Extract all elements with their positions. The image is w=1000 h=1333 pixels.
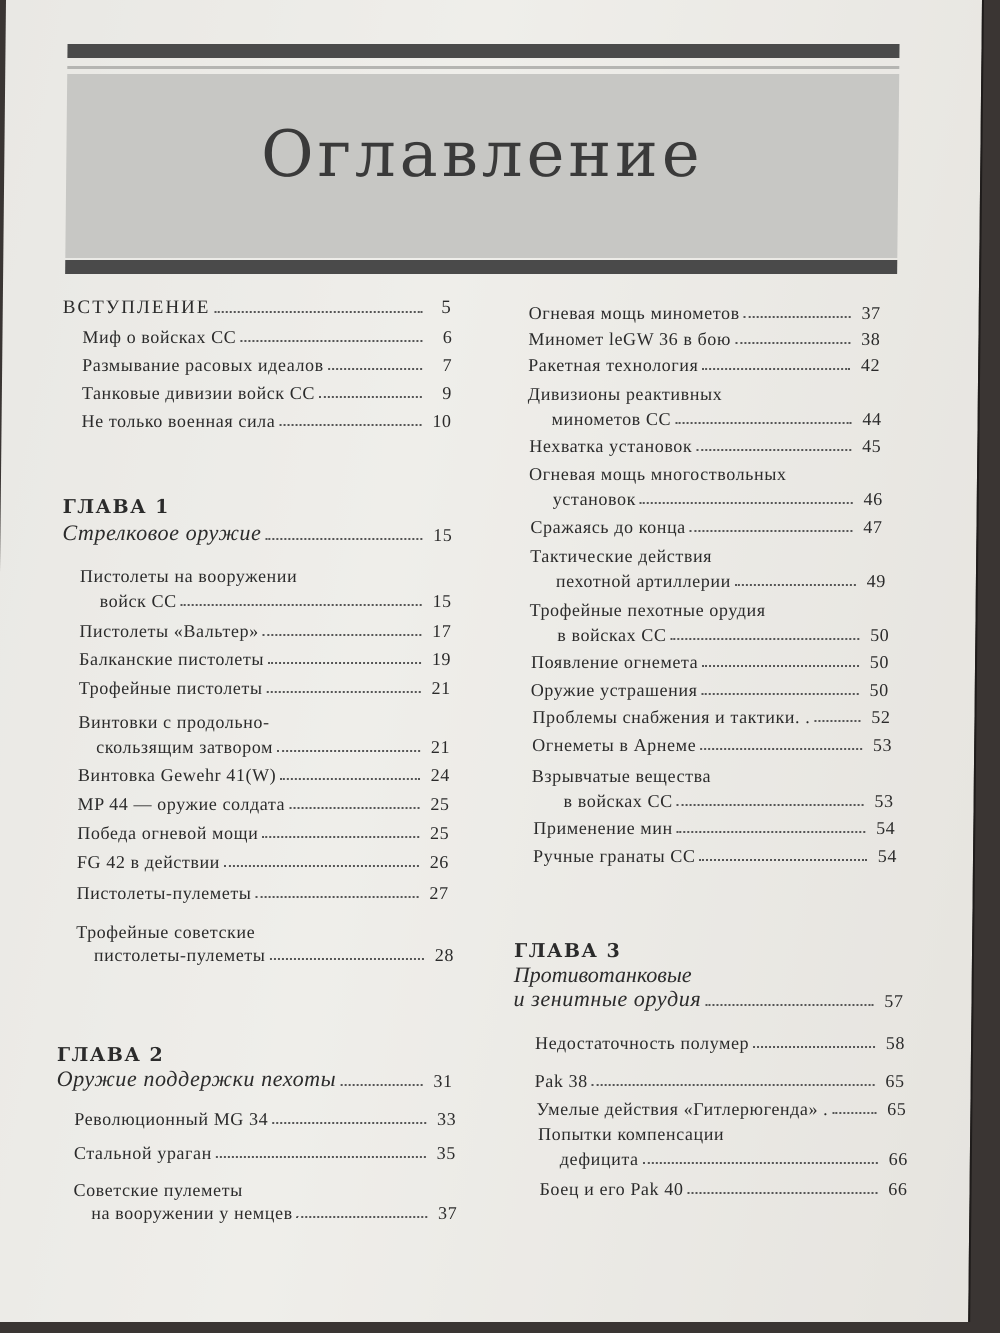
entry-text: Пистолеты-пулеметы bbox=[76, 883, 252, 903]
entry-text: Трофейные пистолеты bbox=[78, 678, 263, 698]
dot-leader bbox=[640, 502, 853, 504]
entry-page: 38 bbox=[861, 329, 881, 349]
entry-page: 27 bbox=[429, 883, 449, 903]
entry-page: 28 bbox=[434, 945, 455, 965]
dot-leader bbox=[701, 693, 858, 695]
entry-text: Стальной ураган bbox=[73, 1143, 212, 1163]
toc-entry bbox=[557, 626, 889, 644]
entry-page: 52 bbox=[871, 707, 891, 727]
entry-line1: Дивизионы реактивных bbox=[527, 384, 723, 404]
entry-page: 49 bbox=[866, 571, 887, 591]
entry-page: 57 bbox=[884, 991, 904, 1011]
toc-entry bbox=[79, 650, 451, 668]
toc-entry bbox=[91, 1204, 457, 1222]
entry-text: Недостаточность полумер bbox=[534, 1033, 750, 1053]
entry-page: 65 bbox=[885, 1071, 905, 1091]
dot-leader bbox=[279, 424, 421, 426]
dot-leader bbox=[744, 316, 851, 318]
toc-entry bbox=[74, 1110, 456, 1128]
dot-leader bbox=[262, 836, 419, 838]
toc-entry bbox=[539, 1180, 907, 1198]
toc-entry bbox=[533, 847, 897, 865]
toc-entry bbox=[78, 766, 450, 784]
entry-line1: Советские пулеметы bbox=[73, 1180, 243, 1200]
entry-text: Нехватка установок bbox=[529, 436, 693, 456]
entry-page: 66 bbox=[888, 1179, 908, 1199]
chapter-heading: ГЛАВА 1 bbox=[62, 496, 171, 518]
entry-text: в войсках СС bbox=[557, 625, 667, 645]
dot-leader bbox=[699, 859, 867, 861]
entry-page: 25 bbox=[430, 794, 450, 814]
entry-page: 21 bbox=[431, 678, 451, 698]
toc-entry bbox=[528, 356, 880, 374]
entry-text: Появление огнемета bbox=[530, 652, 699, 672]
chapter-title: Стрелковое оружие bbox=[62, 520, 262, 545]
chapter-title: и зенитные орудия bbox=[513, 986, 702, 1011]
dot-leader bbox=[814, 720, 860, 722]
entry-text: Pak 38 bbox=[534, 1071, 588, 1091]
page-title: Оглавление bbox=[260, 118, 705, 192]
entry-text: Пистолеты «Вальтер» bbox=[79, 621, 259, 641]
entry-text: Применение мин bbox=[533, 818, 673, 838]
chapter-title-entry bbox=[513, 988, 903, 1010]
entry-text: Огнеметы в Арнеме bbox=[532, 735, 697, 755]
entry-page: 7 bbox=[442, 355, 453, 375]
entry-text: Балканские пистолеты bbox=[78, 649, 265, 669]
entry-text: войск СС bbox=[99, 591, 177, 611]
toc-entry bbox=[528, 330, 880, 348]
entry-page: 66 bbox=[888, 1149, 908, 1169]
dot-leader bbox=[832, 1112, 876, 1114]
dot-leader bbox=[297, 1216, 428, 1218]
toc-entry bbox=[553, 490, 883, 508]
toc-entry bbox=[77, 884, 449, 902]
toc-entry bbox=[77, 824, 449, 842]
dot-leader bbox=[328, 368, 422, 370]
entry-text: скользящим затвором bbox=[96, 737, 274, 757]
entry-line1: Пистолеты на вооружении bbox=[79, 566, 298, 586]
entry-text: ВСТУПЛЕНИЕ bbox=[62, 297, 211, 318]
chapter-title-line1: Противотанковые bbox=[513, 962, 692, 987]
toc-entry bbox=[96, 738, 450, 756]
entry-line1: Трофейные пехотные орудия bbox=[529, 600, 766, 620]
entry-text: Винтовка Gewehr 41(W) bbox=[77, 765, 277, 785]
entry-page: 17 bbox=[432, 621, 452, 641]
toc-entry bbox=[82, 356, 452, 374]
dot-leader bbox=[677, 804, 864, 806]
dot-leader bbox=[702, 368, 850, 370]
entry-text: MP 44 — оружие солдата bbox=[77, 794, 286, 814]
entry-text: Миномет leGW 36 в бою bbox=[528, 329, 732, 349]
entry-text: Огневая мощь минометов bbox=[528, 303, 740, 323]
entry-line1: Огневая мощь многоствольных bbox=[528, 464, 787, 484]
dot-leader bbox=[690, 530, 853, 532]
toc-entry bbox=[564, 792, 894, 810]
entry-page: 37 bbox=[437, 1203, 458, 1223]
chapter-title-entry bbox=[62, 522, 452, 544]
toc-entry-intro bbox=[63, 298, 453, 317]
entry-text: Революционный MG 34 bbox=[74, 1109, 269, 1129]
entry-page: 53 bbox=[872, 735, 893, 755]
entry-page: 19 bbox=[431, 649, 452, 669]
toc-entry bbox=[100, 592, 452, 610]
entry-page: 50 bbox=[870, 625, 890, 645]
entry-page: 65 bbox=[887, 1099, 907, 1119]
entry-page: 45 bbox=[862, 436, 882, 456]
dot-leader bbox=[256, 896, 419, 898]
entry-page: 53 bbox=[874, 791, 894, 811]
entry-text: пехотной артиллерии bbox=[555, 571, 731, 591]
toc-entry bbox=[529, 437, 881, 455]
entry-page: 50 bbox=[869, 680, 889, 700]
toc-entry bbox=[552, 410, 882, 428]
dot-leader bbox=[735, 584, 856, 586]
toc-entry bbox=[530, 518, 882, 536]
toc-entry bbox=[77, 795, 449, 813]
toc-entry bbox=[529, 304, 881, 322]
toc-entry bbox=[77, 853, 449, 871]
dot-leader bbox=[340, 1084, 422, 1086]
entry-text: Размывание расовых идеалов bbox=[82, 355, 324, 375]
entry-page: 58 bbox=[885, 1033, 906, 1053]
dot-leader bbox=[280, 778, 420, 780]
toc-entry bbox=[535, 1072, 905, 1090]
entry-line1: Винтовки с продольно- bbox=[78, 712, 270, 732]
dot-leader bbox=[675, 422, 851, 424]
entry-page: 21 bbox=[430, 737, 451, 757]
toc-entry bbox=[532, 736, 892, 754]
dot-leader bbox=[677, 831, 866, 833]
title-rule-top bbox=[67, 44, 899, 58]
entry-text: Проблемы снабжения и тактики. . bbox=[532, 707, 811, 727]
entry-page: 6 bbox=[442, 327, 453, 347]
entry-text: пистолеты-пулеметы bbox=[93, 945, 266, 965]
entry-text: FG 42 в действии bbox=[76, 852, 221, 872]
entry-page: 15 bbox=[433, 525, 453, 545]
entry-text: установок bbox=[552, 489, 637, 509]
entry-page: 5 bbox=[441, 297, 453, 318]
entry-page: 50 bbox=[869, 652, 890, 672]
entry-page: 44 bbox=[862, 409, 882, 429]
entry-page: 26 bbox=[429, 852, 450, 872]
entry-text: Танковые дивизии войск СС bbox=[81, 383, 316, 403]
entry-text: в войсках СС bbox=[563, 791, 673, 811]
dot-leader bbox=[289, 807, 419, 809]
entry-text: Победа огневой мощи bbox=[77, 823, 259, 843]
toc-entry bbox=[533, 819, 895, 837]
toc-entry bbox=[532, 708, 890, 726]
dot-leader bbox=[753, 1046, 875, 1048]
title-rule-bottom bbox=[65, 260, 897, 274]
entry-page: 9 bbox=[442, 383, 452, 403]
dot-leader bbox=[705, 1004, 873, 1006]
dot-leader bbox=[687, 1192, 877, 1194]
entry-text: дефицита bbox=[559, 1149, 639, 1169]
entry-text: Ручные гранаты СС bbox=[532, 846, 696, 866]
dot-leader bbox=[700, 748, 862, 750]
dot-leader bbox=[263, 634, 422, 636]
entry-text: минометов СС bbox=[551, 409, 672, 429]
dot-leader bbox=[696, 449, 851, 451]
entry-page: 24 bbox=[430, 765, 450, 785]
toc-entry bbox=[556, 572, 886, 590]
dot-leader bbox=[643, 1162, 878, 1164]
toc-entry bbox=[94, 946, 454, 964]
entry-page: 37 bbox=[861, 303, 881, 323]
entry-page: 47 bbox=[863, 517, 883, 537]
entry-page: 31 bbox=[433, 1071, 453, 1091]
entry-text: Ракетная технология bbox=[528, 355, 699, 375]
entry-text: Сражаясь до конца bbox=[530, 517, 686, 537]
toc-entry bbox=[535, 1034, 905, 1052]
entry-text: Миф о войсках СС bbox=[82, 327, 237, 347]
toc-entry bbox=[536, 1100, 906, 1118]
entry-page: 33 bbox=[436, 1109, 457, 1129]
dot-leader bbox=[265, 538, 422, 540]
entry-text: Боец и его Pak 40 bbox=[539, 1179, 684, 1199]
dot-leader bbox=[224, 865, 419, 867]
entry-page: 15 bbox=[432, 591, 452, 611]
toc-entry bbox=[79, 622, 451, 640]
toc-entry bbox=[531, 681, 889, 699]
chapter-heading: ГЛАВА 2 bbox=[56, 1044, 165, 1066]
dot-leader bbox=[214, 311, 422, 313]
entry-page: 10 bbox=[432, 411, 452, 431]
entry-text: на вооружении у немцев bbox=[91, 1203, 293, 1223]
toc-entry bbox=[560, 1150, 908, 1168]
entry-page: 25 bbox=[429, 823, 450, 843]
chapter-title: Оружие поддержки пехоты bbox=[56, 1066, 337, 1091]
dot-leader bbox=[272, 1122, 426, 1124]
toc-entry bbox=[79, 679, 451, 697]
dot-leader bbox=[269, 958, 423, 960]
entry-text: Не только военная сила bbox=[81, 411, 276, 431]
dot-leader bbox=[702, 665, 859, 667]
dot-leader bbox=[216, 1156, 426, 1158]
entry-line1: Трофейные советские bbox=[76, 922, 256, 942]
dot-leader bbox=[240, 340, 422, 342]
entry-line1: Попытки компенсации bbox=[538, 1124, 725, 1144]
entry-page: 35 bbox=[436, 1143, 457, 1163]
toc-entry bbox=[81, 412, 451, 430]
entry-text: Умелые действия «Гитлерюгенда» . bbox=[536, 1099, 829, 1119]
dot-leader bbox=[592, 1084, 875, 1086]
toc-entry bbox=[74, 1144, 456, 1162]
entry-line1: Взрывчатые вещества bbox=[531, 766, 712, 786]
entry-page: 54 bbox=[877, 846, 898, 866]
toc-entry bbox=[531, 653, 889, 671]
dot-leader bbox=[670, 638, 859, 640]
dot-leader bbox=[268, 662, 421, 664]
entry-page: 42 bbox=[860, 355, 881, 375]
dot-leader bbox=[277, 750, 420, 752]
entry-page: 46 bbox=[863, 489, 883, 509]
dot-leader bbox=[267, 691, 421, 693]
entry-line1: Тактические действия bbox=[530, 546, 713, 566]
entry-page: 54 bbox=[876, 818, 896, 838]
chapter-heading: ГЛАВА 3 bbox=[513, 940, 622, 962]
dot-leader bbox=[319, 396, 422, 398]
title-rule-thin bbox=[67, 66, 899, 69]
entry-text: Оружие устрашения bbox=[530, 680, 698, 700]
toc-entry bbox=[82, 328, 452, 346]
chapter-title-entry bbox=[57, 1068, 453, 1090]
toc-entry bbox=[82, 384, 452, 402]
dot-leader bbox=[735, 342, 850, 344]
dot-leader bbox=[181, 604, 422, 606]
